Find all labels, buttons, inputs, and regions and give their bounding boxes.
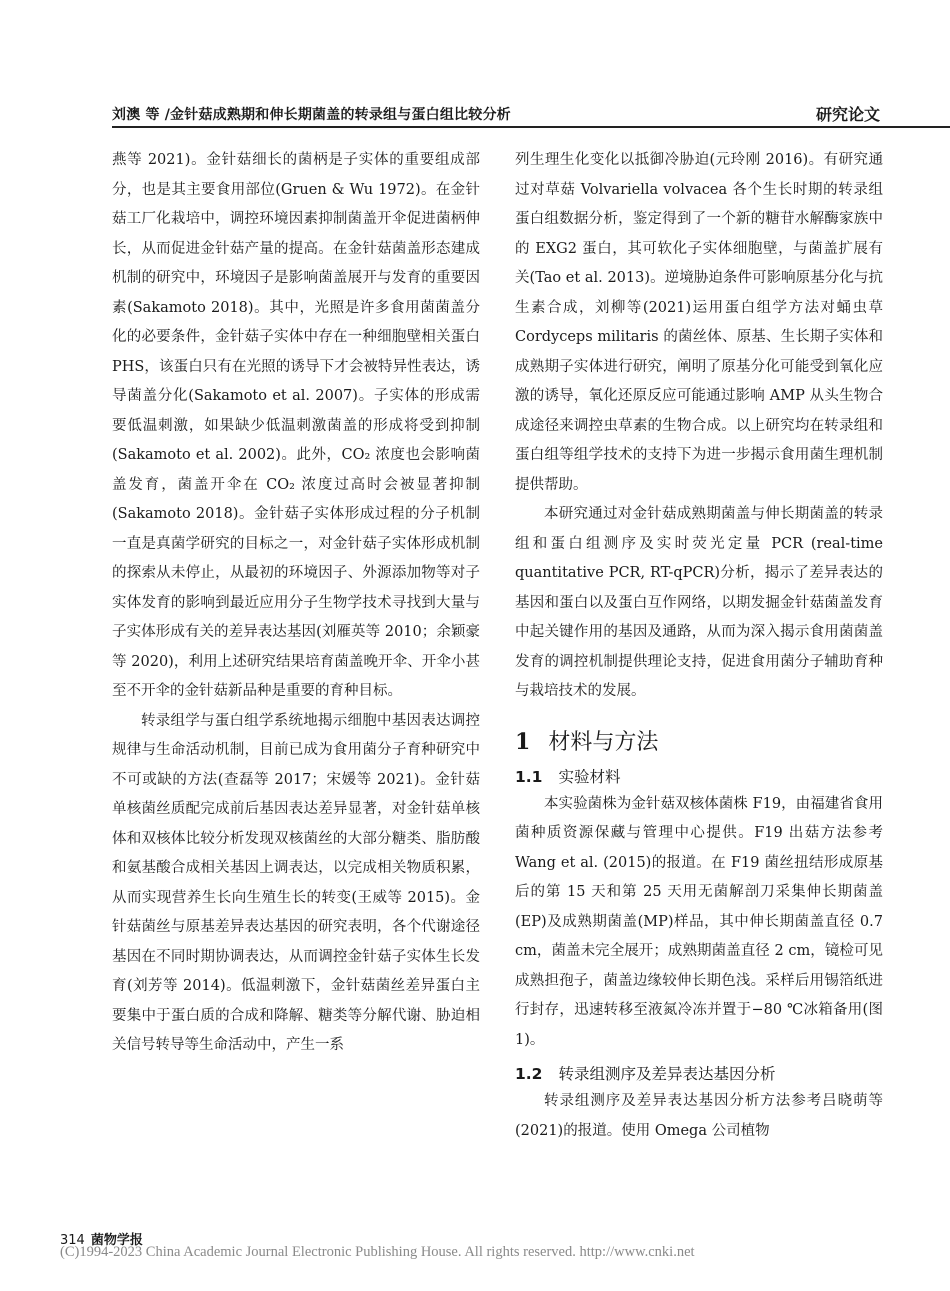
subsection-title: 实验材料 bbox=[558, 767, 621, 786]
right-column bbox=[515, 146, 883, 1146]
journal-name: 菌物学报 bbox=[90, 1233, 143, 1248]
section-heading bbox=[515, 727, 883, 758]
body-paragraph: 本研究通过对金针菇成熟期菌盖与伸长期菌盖的转录组和蛋白组测序及实时荧光定量 PCR (real-time quantitative PCR, RT-qPCR)分析，揭示了差异表达的基因和蛋白以及蛋白互作网络，以期发掘金针菇菌盖发育中起关键作用的基因及通路，从而为深入揭示食用菌菌盖发育的调控机制提供理论支持，促进食用菌分子辅助育种与栽培技术的发展。 bbox=[515, 506, 883, 699]
body-paragraph: 转录组学与蛋白组学系统地揭示细胞中基因表达调控规律与生命活动机制，目前已成为食用菌分子育种研究中不可或缺的方法(查磊等 2017；宋媛等 2021)。金针菇单核菌丝质配完成前后基因表达差异显著，对金针菇单核体和双核体比较分析发现双核菌丝的大部分糖类、脂肪酸和氨基酸合成相关基因上调表达，以完成相关物质积累，从而实现营养生长向生殖生长的转变(王威等 2015)。金针菇菌丝与原基差异表达基因的研究表明，各个代谢途径基因在不同时期协调表达，从而调控金针菇子实体生长发育(刘芳等 2014)。低温刺激下，金针菇菌丝差异蛋白主要集中于蛋白质的合成和降解、糖类等分解代谢、胁迫相关信号转导等生命活动中，产生一系 bbox=[112, 712, 480, 1053]
left-column bbox=[112, 146, 480, 1061]
running-header-category: 研究论文 bbox=[815, 105, 880, 124]
body-paragraph: 燕等 2021)。金针菇细长的菌柄是子实体的重要组成部分，也是其主要食用部位(Gruen & Wu 1972)。在金针菇工厂化栽培中，调控环境因素抑制菌盖开伞促进菌柄伸长，从而促进金针菇产量的提高。在金针菇菌盖形态建成机制的研究中，环境因子是影响菌盖展开与发育的重要因素(Sakamoto 2018)。其中，光照是许多食用菌菌盖分化的必要条件，金针菇子实体中存在一种细胞壁相关蛋白 PHS，该蛋白只有在光照的诱导下才会被特异性表达，诱导菌盖分化(Sakamoto et al. 2007)。子实体的形成需要低温刺激，如果缺少低温刺激菌盖的形成将受到抑制(Sakamoto et al. 2002)。此外，CO₂ 浓度也会影响菌盖发育，菌盖开伞在 CO₂ 浓度过高时会被显著抑制(Sakamoto 2018)。金针菇子实体形成过程的分子机制一直是真菌学研究的目标之一，对金针菇子实体形成机制的探索从未停止，从最初的环境因子、外源添加物等对子实体发育的影响到最近应用分子生物学技术寻找到大量与子实体形成有关的差异表达基因(刘雁英等 2010；余颖豪等 2020)，利用上述研究结果培育菌盖晚开伞、开伞小甚至不开伞的金针菇新品种是重要的育种目标。 bbox=[112, 152, 480, 699]
section-number: 1 bbox=[515, 728, 531, 755]
copyright-notice: (C)1994-2023 China Academic Journal Electronic Publishing House. All rights reserved. http://www.cnki.net bbox=[60, 1244, 695, 1260]
header-rule bbox=[112, 126, 950, 128]
section-title: 材料与方法 bbox=[548, 729, 659, 755]
subsection-number: 1.1 bbox=[515, 767, 543, 786]
running-header bbox=[112, 100, 950, 128]
page-number: 314 bbox=[60, 1233, 85, 1248]
body-paragraph: 列生理生化变化以抵御冷胁迫(元玲刚 2016)。有研究通过对草菇 Volvariella volvacea 各个生长时期的转录组蛋白组数据分析，鉴定得到了一个新的糖苷水解酶家族中的 EXG2 蛋白，其可软化子实体细胞壁，与菌盖扩展有关(Tao et al. 2013)。逆境胁迫条件可影响原基分化与抗生素合成，刘柳等(2021)运用蛋白组学方法对蛹虫草 Cordyceps militaris 的菌丝体、原基、生长期子实体和成熟期子实体进行研究，阐明了原基分化可能受到氧化应激的诱导，氧化还原反应可能通过影响 AMP 从头生物合成途径来调控虫草素的生物合成。以上研究均在转录组和蛋白组等组学技术的支持下为进一步揭示食用菌生理机制提供帮助。 bbox=[515, 152, 883, 493]
subsection-heading bbox=[515, 1061, 883, 1087]
body-paragraph: 转录组测序及差异表达基因分析方法参考吕晓萌等(2021)的报道。使用 Omega 公司植物 bbox=[515, 1093, 883, 1139]
subsection-number: 1.2 bbox=[515, 1065, 543, 1083]
body-paragraph: 本实验菌株为金针菇双核体菌株 F19，由福建省食用菌种质资源保藏与管理中心提供。F19 出菇方法参考 Wang et al. (2015)的报道。在 F19 菌丝扭结形成原基后的第 15 天和第 25 天用无菌解剖刀采集伸长期菌盖(EP)及成熟期菌盖(MP)样品，其中伸长期菌盖直径 0.7 cm，菌盖未完全展开；成熟期菌盖直径 2 cm，镜检可见成熟担孢子，菌盖边缘较伸长期色浅。采样后用锡箔纸进行封存，迅速转移至液氮冷冻并置于−80 ℃冰箱备用(图 1)。 bbox=[515, 795, 883, 1048]
subsection-heading bbox=[515, 764, 883, 790]
running-header-title: 刘澳 等 /金针菇成熟期和伸长期菌盖的转录组与蛋白组比较分析 bbox=[112, 107, 511, 123]
subsection-title: 转录组测序及差异表达基因分析 bbox=[558, 1065, 776, 1083]
